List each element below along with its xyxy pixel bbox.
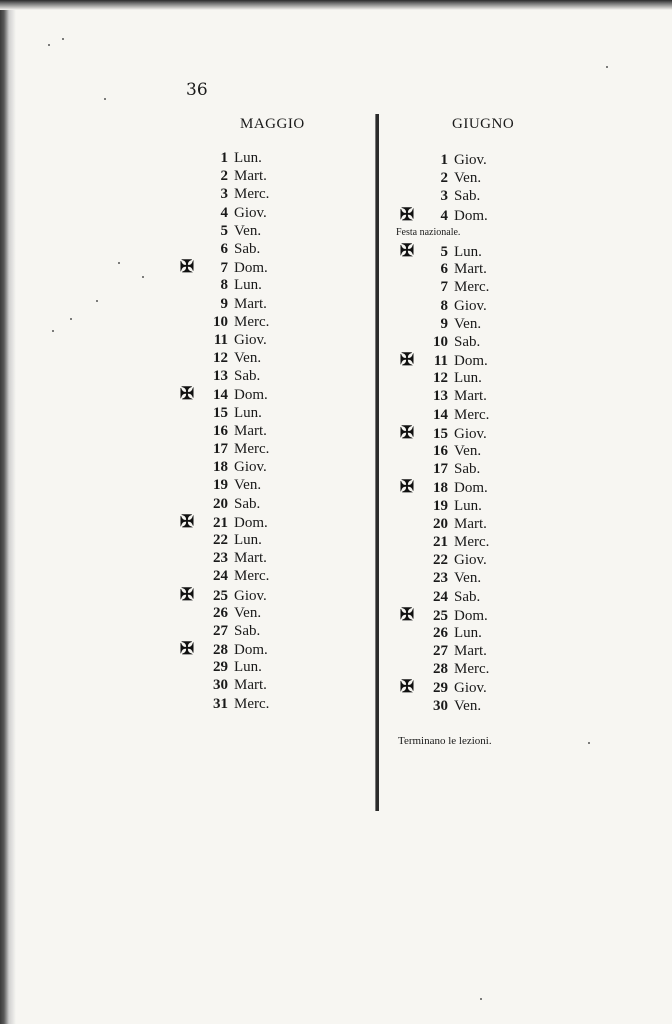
day-row [396,551,489,569]
day-number: 28 [213,642,228,659]
weekday-abbreviation: Sab. [454,461,481,478]
day-row [396,297,489,315]
day-row [176,495,269,513]
weekday-abbreviation: Dom. [454,353,488,370]
weekday-abbreviation: Merc. [234,695,270,712]
day-number: 3 [440,188,448,205]
weekday-abbreviation: Giov. [454,552,487,569]
day-row [176,549,269,567]
day-number: 3 [220,186,228,203]
day-row [176,440,269,458]
may-day-list [176,149,269,713]
day-number: 8 [220,277,228,294]
day-number: 8 [440,297,448,314]
day-number: 12 [213,350,228,367]
day-number: 7 [220,260,228,277]
weekday-abbreviation: Ven. [234,222,262,239]
day-number: 30 [213,677,228,694]
day-number: 11 [213,331,228,348]
day-row [176,567,269,585]
day-number: 2 [440,170,448,187]
weekday-abbreviation: Lun. [234,404,262,421]
weekday-abbreviation: Lun. [234,150,262,166]
day-number: 19 [433,497,448,514]
scan-speck [606,66,608,68]
day-row [176,640,269,658]
weekday-abbreviation: Lun. [234,531,262,548]
weekday-abbreviation: Sab. [234,622,261,639]
day-number: 13 [433,388,448,405]
day-row [176,222,269,240]
day-row [176,476,269,494]
day-row [396,588,489,606]
column-divider [375,114,379,811]
day-number: 23 [433,570,448,587]
page-binding-edge [0,0,16,1024]
day-row [176,258,269,276]
day-row [176,167,269,185]
day-row [176,695,269,713]
weekday-abbreviation: Giov. [234,331,267,348]
weekday-abbreviation: Ven. [454,443,482,459]
day-row [176,295,269,313]
day-row [396,206,489,224]
day-row [396,351,489,369]
scan-speck [62,38,64,40]
weekday-abbreviation: Giov. [454,297,487,314]
scan-speck [118,262,120,264]
day-number: 20 [433,515,448,532]
scan-speck [588,742,590,744]
weekday-abbreviation: Dom. [234,387,268,404]
day-row [396,678,489,696]
day-row [396,169,489,187]
day-number: 23 [213,550,228,567]
day-number: 5 [220,222,228,239]
holy-cross-icon: ✠ [399,477,415,497]
day-number: 26 [433,624,448,641]
weekday-abbreviation: Lun. [454,497,482,514]
day-number: 18 [433,480,448,497]
month-title-may: MAGGIO [240,116,305,132]
day-row [176,313,269,331]
day-number: 16 [213,422,228,439]
day-number: 29 [213,659,228,676]
day-number: 1 [440,152,448,168]
day-note: Festa nazionale. [396,226,461,238]
day-row [396,442,489,460]
day-number: 4 [440,207,448,224]
page-top-edge [0,0,672,10]
day-row [396,606,489,624]
day-row [396,569,489,587]
day-row [176,276,269,294]
day-number: 2 [220,168,228,185]
weekday-abbreviation: Lun. [454,624,482,641]
month-title-june: GIUGNO [452,116,515,132]
day-row [396,697,489,715]
day-number: 27 [213,622,228,639]
day-number: 24 [433,588,448,605]
day-number: 13 [213,368,228,385]
day-number: 18 [213,459,228,476]
day-number: 21 [213,514,228,531]
day-row [396,333,489,351]
day-row [396,478,489,496]
weekday-abbreviation: Ven. [234,604,262,621]
day-number: 10 [213,313,228,330]
holy-cross-icon: ✠ [399,677,415,697]
weekday-abbreviation: Sab. [454,333,481,350]
holy-cross-icon: ✠ [179,584,195,604]
day-number: 4 [220,204,228,221]
weekday-abbreviation: Dom. [454,480,488,497]
weekday-abbreviation: Lun. [454,370,482,387]
day-row [396,424,489,442]
day-row [176,422,269,440]
weekday-abbreviation: Lun. [454,243,482,260]
weekday-abbreviation: Mart. [454,643,487,660]
weekday-abbreviation: Giov. [234,587,267,604]
weekday-abbreviation: Merc. [454,279,490,296]
day-number: 25 [433,607,448,624]
holy-cross-icon: ✠ [179,257,195,277]
day-number: 12 [433,370,448,387]
day-number: 28 [433,661,448,678]
day-number: 10 [433,333,448,350]
day-row [176,367,269,385]
day-number: 21 [433,533,448,550]
day-row [396,187,489,205]
day-row [396,660,489,678]
scan-speck [480,998,482,1000]
holy-cross-icon: ✠ [179,384,195,404]
day-row [176,622,269,640]
weekday-abbreviation: Giov. [234,459,267,476]
day-number: 14 [433,406,448,423]
day-row [176,404,269,422]
weekday-abbreviation: Giov. [234,204,267,221]
holy-cross-icon: ✠ [399,604,415,624]
day-number: 30 [433,697,448,714]
day-row [396,242,489,260]
day-number: 25 [213,587,228,604]
weekday-abbreviation: Lun. [234,277,262,294]
day-number: 19 [213,477,228,494]
weekday-abbreviation: Sab. [234,368,261,385]
weekday-abbreviation: Sab. [454,188,481,205]
day-number: 16 [433,443,448,459]
weekday-abbreviation: Giov. [454,680,487,697]
day-row [396,406,489,424]
day-row [176,676,269,694]
day-row [396,151,489,169]
weekday-abbreviation: Dom. [234,260,268,277]
weekday-abbreviation: Merc. [234,313,270,330]
scan-speck [70,318,72,320]
weekday-abbreviation: Sab. [234,495,261,512]
weekday-abbreviation: Merc. [234,568,270,585]
page-number: 36 [186,80,208,100]
day-row [396,369,489,387]
day-number: 24 [213,568,228,585]
june-day-list [396,151,489,715]
day-row [396,315,489,333]
day-row [396,642,489,660]
footnote-end-of-lessons: Terminano le lezioni. [398,735,492,747]
day-number: 6 [440,261,448,278]
weekday-abbreviation: Ven. [234,350,262,367]
day-number: 6 [220,240,228,257]
weekday-abbreviation: Ven. [454,697,482,714]
day-number: 27 [433,643,448,660]
weekday-abbreviation: Giov. [454,152,487,168]
day-number: 20 [213,495,228,512]
day-row [176,331,269,349]
day-number: 29 [433,680,448,697]
weekday-abbreviation: Lun. [234,659,262,676]
weekday-abbreviation: Mart. [234,677,267,694]
day-number: 15 [213,404,228,421]
day-row [396,497,489,515]
holy-cross-icon: ✠ [179,639,195,659]
day-number: 17 [433,461,448,478]
holy-cross-icon: ✠ [399,350,415,370]
day-row [176,185,269,203]
holy-cross-icon: ✠ [179,511,195,531]
scan-speck [104,98,106,100]
weekday-abbreviation: Mart. [454,261,487,278]
day-row [396,278,489,296]
day-number: 15 [433,425,448,442]
day-number: 17 [213,441,228,457]
weekday-abbreviation: Sab. [234,240,261,257]
weekday-abbreviation: Mart. [234,295,267,312]
holy-cross-icon: ✠ [399,204,415,224]
day-row [396,260,489,278]
day-row [396,387,489,405]
holy-cross-icon: ✠ [399,240,415,260]
weekday-abbreviation: Dom. [234,514,268,531]
weekday-abbreviation: Ven. [454,315,482,332]
day-row [176,204,269,222]
day-number: 1 [220,150,228,166]
day-number: 22 [213,531,228,548]
weekday-abbreviation: Merc. [234,186,270,203]
day-row [176,240,269,258]
day-number: 9 [220,295,228,312]
weekday-abbreviation: Mart. [234,550,267,567]
day-row [176,149,269,167]
weekday-abbreviation: Ven. [454,570,482,587]
scan-speck [48,44,50,46]
scan-speck [52,330,54,332]
day-row [176,604,269,622]
day-number: 26 [213,604,228,621]
day-number: 31 [213,695,228,712]
day-row [396,515,489,533]
day-row [176,349,269,367]
weekday-abbreviation: Dom. [234,642,268,659]
weekday-abbreviation: Mart. [234,168,267,185]
weekday-abbreviation: Mart. [454,515,487,532]
weekday-abbreviation: Mart. [454,388,487,405]
weekday-abbreviation: Sab. [454,588,481,605]
day-row [396,460,489,478]
day-number: 7 [440,279,448,296]
weekday-abbreviation: Ven. [454,170,482,187]
scan-speck [96,300,98,302]
weekday-abbreviation: Merc. [454,533,490,550]
day-number: 22 [433,552,448,569]
day-row [176,385,269,403]
day-row [176,658,269,676]
weekday-abbreviation: Merc. [234,441,270,457]
day-number: 14 [213,387,228,404]
day-number: 5 [440,243,448,260]
day-row [176,586,269,604]
weekday-abbreviation: Merc. [454,661,490,678]
day-row [176,458,269,476]
day-row [396,624,489,642]
weekday-abbreviation: Dom. [454,607,488,624]
weekday-abbreviation: Dom. [454,207,488,224]
day-number: 11 [433,353,448,370]
day-row [176,513,269,531]
weekday-abbreviation: Merc. [454,406,490,423]
day-row [396,533,489,551]
scan-speck [142,276,144,278]
weekday-abbreviation: Giov. [454,425,487,442]
weekday-abbreviation: Mart. [234,422,267,439]
day-row [176,531,269,549]
day-number: 9 [440,315,448,332]
holy-cross-icon: ✠ [399,422,415,442]
weekday-abbreviation: Ven. [234,477,262,494]
